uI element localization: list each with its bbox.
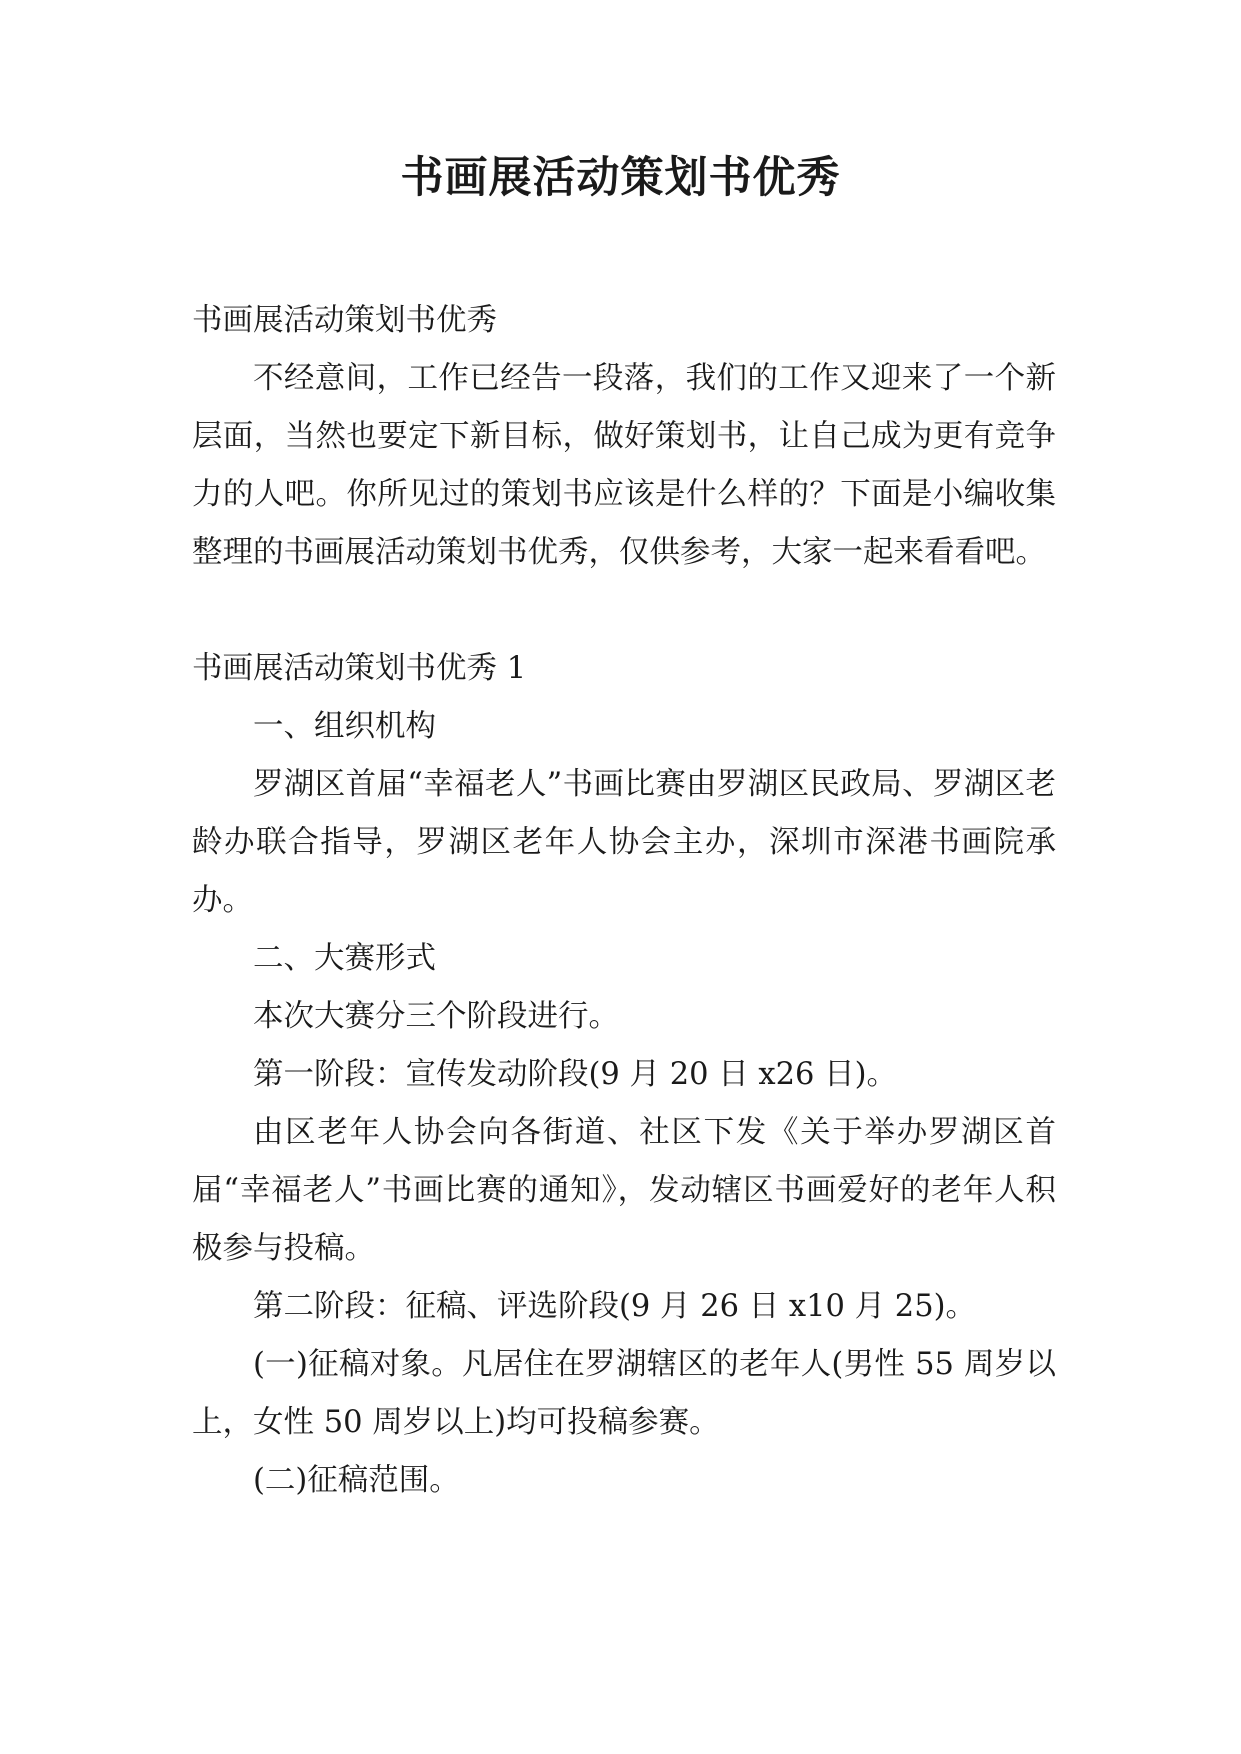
submission-target-paragraph: (一)征稿对象。凡居住在罗湖辖区的老年人(男性 55 周岁以上，女性 50 周岁以上)均可投稿参赛。	[192, 1347, 1056, 1440]
stage-one-detail-paragraph: 由区老年人协会向各街道、社区下发《关于举办罗湖区首届“幸福老人”书画比赛的通知》，发动辖区书画爱好的老年人积极参与投稿。	[192, 1115, 1056, 1266]
stage-one-paragraph: 第一阶段：宣传发动阶段(9 月 20 日 x26 日)。	[253, 1057, 897, 1092]
document-title: 书画展活动策划书优秀	[400, 153, 841, 203]
subheading-organization: 一、组织机构	[253, 709, 436, 744]
document-body	[192, 292, 1056, 1510]
subheading-format: 二、大赛形式	[253, 941, 436, 976]
format-paragraph: 本次大赛分三个阶段进行。	[253, 999, 619, 1034]
section-heading: 书画展活动策划书优秀 1	[192, 651, 527, 686]
subtitle-paragraph: 书画展活动策划书优秀	[192, 303, 497, 338]
intro-paragraph: 不经意间，工作已经告一段落，我们的工作又迎来了一个新层面，当然也要定下新目标，做好策划书，让自己成为更有竞争力的人吧。你所见过的策划书应该是什么样的？下面是小编收集整理的书画展活动策划书优秀，仅供参考，大家一起来看看吧。	[192, 361, 1056, 570]
stage-two-paragraph: 第二阶段：征稿、评选阶段(9 月 26 日 x10 月 25)。	[253, 1289, 977, 1324]
submission-scope-paragraph: (二)征稿范围。	[253, 1463, 460, 1498]
organization-paragraph: 罗湖区首届“幸福老人”书画比赛由罗湖区民政局、罗湖区老龄办联合指导，罗湖区老年人协会主办，深圳市深港书画院承办。	[192, 767, 1056, 918]
